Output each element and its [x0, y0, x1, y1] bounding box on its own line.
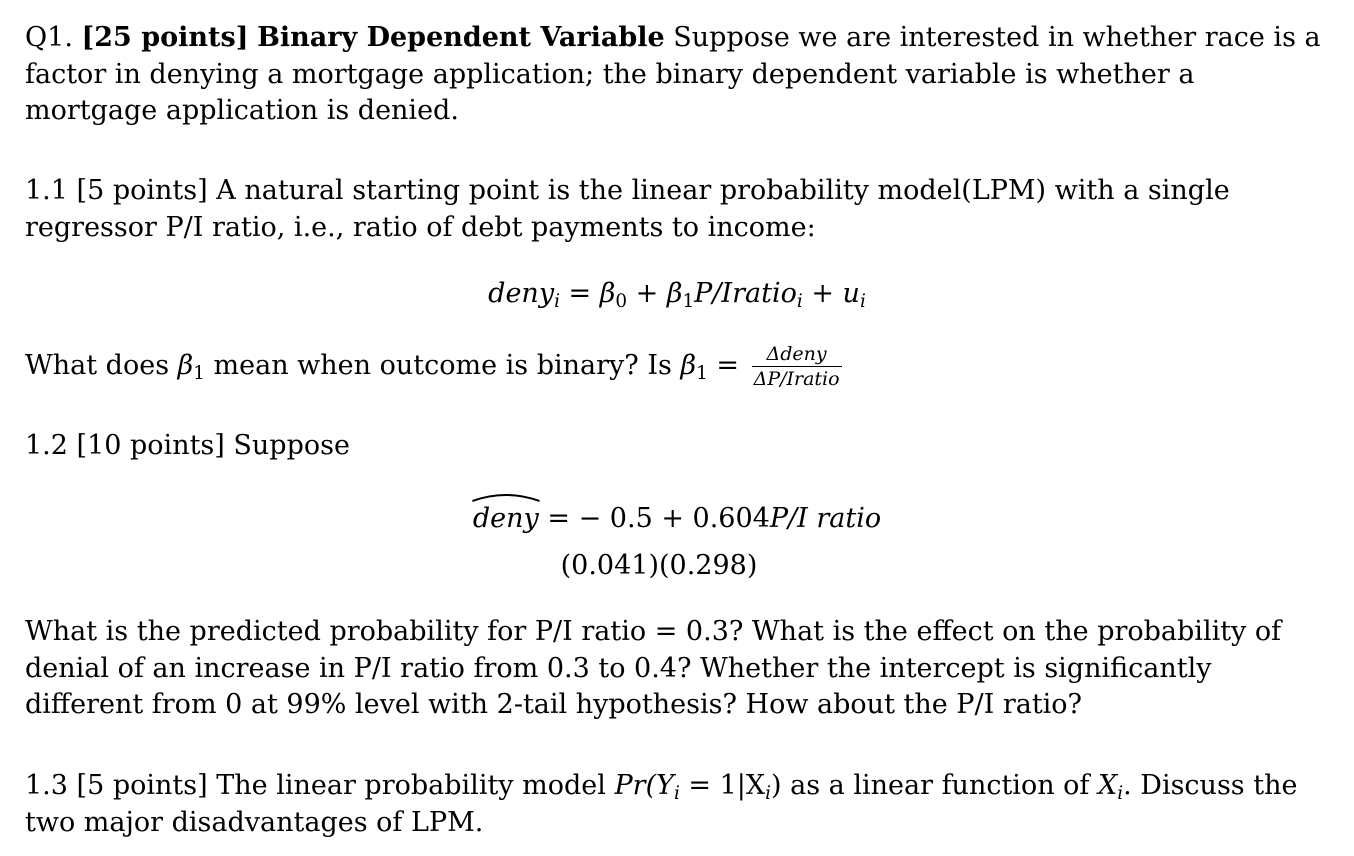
- q1-points: [25 points]: [81, 22, 249, 53]
- part-1-1-question: What does $\beta_1$ mean when outcome is binary? Is $\beta_1$ = $\frac{\text{Δdeny}}{\text{ΔP/Iratio}}$: [25, 343, 840, 390]
- delta-fraction: $\frac{\text{Δdeny}}{\text{ΔP/Iratio}}$: [753, 343, 840, 390]
- wide-hat-accent: [471, 491, 541, 503]
- standard-errors: (0.041)(0.298): [560, 550, 758, 581]
- part-1-1-number: 1.1: [25, 175, 68, 206]
- part-1-3-number: 1.3: [25, 770, 68, 801]
- part-1-1-text: A natural starting point is the linear probability model(LPM) with a single regressor P/I ratio, i.e., ratio of debt payments to income:: [25, 175, 1230, 243]
- part-1-1-paragraph: [25, 173, 1325, 246]
- part-1-2-points: [10 points]: [76, 430, 225, 461]
- q1-title: Binary Dependent Variable: [257, 22, 665, 53]
- q1-label: Q1.: [25, 22, 73, 53]
- part-1-2-question: What is the predicted probability for P/I ratio = 0.3? What is the effect on the probability of denial of an increase in P/I ratio from 0.3 to 0.4? Whether the intercept is significantly different from 0 at 99% level with 2-tail hypothesis? How about the P/I ratio?: [25, 616, 1282, 720]
- lpm-equation: deny$_i$ = $\beta_0$ + $\beta_1P/Iratio_i + u_i$: [488, 278, 866, 313]
- q1-paragraph: [25, 20, 1325, 130]
- q1-text: Suppose we are interested in whether race is a factor in denying a mortgage application; the binary dependent variable is whether a mortgage application is denied.: [25, 22, 1321, 126]
- part-1-3-paragraph: 1.3 [5 points] The linear probability model $Pr(Y_i = 1|X_i)$ as a linear function of $X_i$. Discuss the two major disadvantages of LPM.: [25, 770, 1298, 838]
- part-1-3-points: [5 points]: [76, 770, 208, 801]
- part-1-2-paragraph: [25, 428, 1325, 465]
- part-1-1-points: [5 points]: [76, 175, 208, 206]
- part-1-2-text: Suppose: [233, 430, 350, 461]
- fitted-equation: deny = − 0.5 + 0.604P/I ratio: [0, 501, 1354, 537]
- deny-hat: deny: [473, 501, 539, 537]
- part-1-2-number: 1.2: [25, 430, 68, 461]
